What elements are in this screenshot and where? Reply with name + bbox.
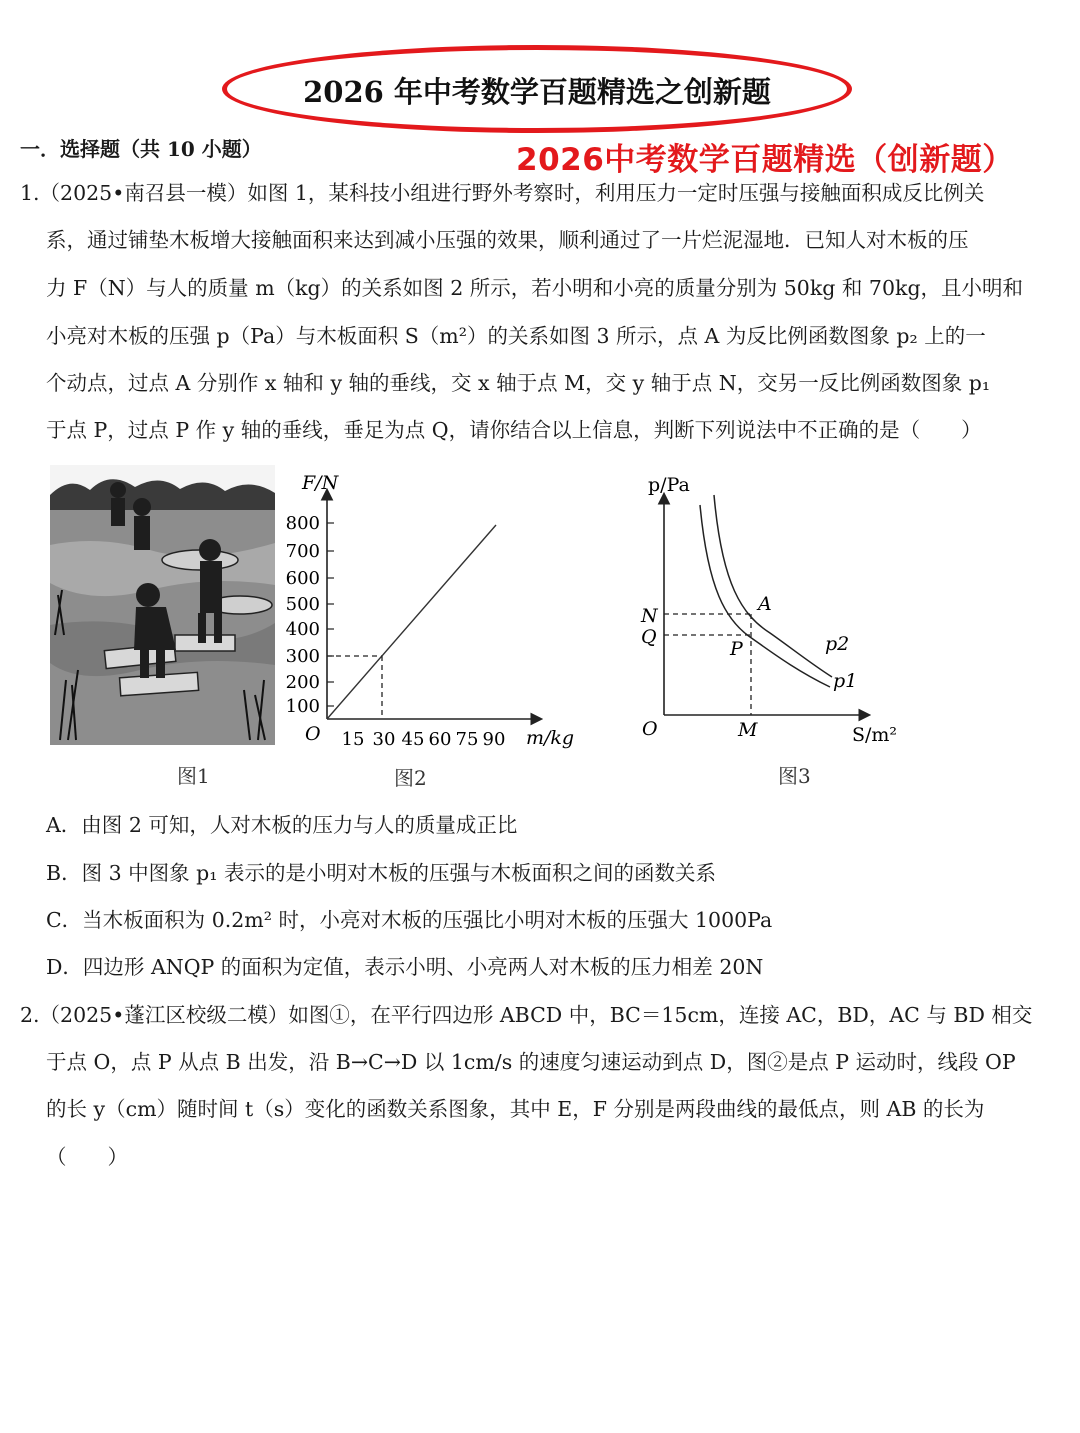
fig3-point-P: P: [730, 638, 743, 660]
fig2-origin: O: [305, 723, 321, 745]
fig3-point-M: M: [738, 719, 758, 741]
q1-line: 系，通过铺垫木板增大接触面积来达到减小压强的效果，顺利通过了一片烂泥湿地．已知人对木板的压: [46, 228, 969, 252]
q2-answer-blank: （ ）: [46, 1145, 128, 1169]
q1-line: 个动点，过点 A 分别作 x 轴和 y 轴的垂线，交 x 轴于点 M，交 y 轴于点 N，交另一反比例函数图象 p₁: [46, 371, 991, 395]
fig2-y-tick: 400: [285, 619, 320, 640]
q1-option-c[interactable]: C．当木板面积为 0.2m² 时，小亮对木板的压强比小明对木板的压强大 1000Pa: [46, 908, 773, 932]
fig3-x-label: S/m²: [852, 724, 898, 746]
fig2-y-tick: 200: [285, 672, 320, 693]
fig3-point-N: N: [641, 605, 658, 627]
fig2-x-label: m/kg: [526, 727, 575, 749]
figure-3-caption: 图3: [778, 764, 811, 788]
figure-1-illustration: [50, 465, 275, 745]
fig2-force-line: [327, 525, 496, 719]
fig3-curve-label-p1: p1: [833, 670, 858, 692]
q1-line: 力 F（N）与人的质量 m（kg）的关系如图 2 所示，若小明和小亮的质量分别为 50kg 和 70kg，且小明和: [46, 276, 1024, 300]
fig3-point-Q: Q: [641, 626, 657, 648]
section-heading: 一．选择题（共 10 小题）: [20, 137, 262, 161]
fig2-x-tick: 30: [372, 729, 396, 750]
fig2-x-tick: 75: [455, 729, 479, 750]
fig2-y-tick: 300: [285, 646, 320, 667]
fig3-y-label: p/Pa: [648, 474, 690, 496]
figure-2-graph: [285, 465, 590, 750]
figure-2-caption: 图2: [394, 766, 427, 790]
fig2-x-tick: 45: [401, 729, 425, 750]
figure-3-graph: [630, 465, 920, 750]
fig2-x-tick: 15: [341, 729, 365, 750]
q1-line: 小亮对木板的压强 p（Pa）与木板面积 S（m²）的关系如图 3 所示，点 A 为反比例函数图象 p₂ 上的一: [46, 324, 986, 348]
q2-line: 2.（2025•蓬江区校级二模）如图①，在平行四边形 ABCD 中，BC＝15cm，连接 AC，BD，AC 与 BD 相交: [20, 1003, 1033, 1027]
q2-line: 的长 y（cm）随时间 t（s）变化的函数关系图象，其中 E，F 分别是两段曲线的最低点，则 AB 的长为: [46, 1097, 985, 1121]
fig2-y-tick: 100: [285, 696, 320, 717]
q1-line: 1.（2025•南召县一模）如图 1，某科技小组进行野外考察时，利用压力一定时压强与接触面积成反比例关: [20, 181, 985, 205]
fig2-y-label: F/N: [302, 472, 339, 494]
q1-option-b[interactable]: B．图 3 中图象 p₁ 表示的是小明对木板的压强与木板面积之间的函数关系: [46, 861, 717, 885]
q1-option-d[interactable]: D．四边形 ANQP 的面积为定值，表示小明、小亮两人对木板的压力相差 20N: [46, 955, 764, 979]
fig2-x-tick: 90: [482, 729, 506, 750]
fig2-y-tick: 800: [285, 513, 320, 534]
q1-option-a[interactable]: A．由图 2 可知，人对木板的压力与人的质量成正比: [46, 813, 518, 837]
figure-1-caption: 图1: [177, 764, 210, 788]
document-title: 2026 年中考数学百题精选之创新题: [303, 75, 771, 109]
fig2-y-tick: 700: [285, 541, 320, 562]
fig3-origin: O: [642, 718, 658, 740]
q2-line: 于点 O，点 P 从点 B 出发，沿 B→C→D 以 1cm/s 的速度匀速运动到点 D，图②是点 P 运动时，线段 OP: [46, 1050, 1016, 1074]
fig2-x-tick: 60: [428, 729, 452, 750]
q1-line: 于点 P，过点 P 作 y 轴的垂线，垂足为点 Q，请你结合以上信息，判断下列说法中不正确的是（ ）: [46, 418, 982, 442]
red-banner-title: 2026中考数学百题精选（创新题）: [516, 142, 1014, 178]
fig2-y-tick: 500: [285, 594, 320, 615]
fig2-y-tick: 600: [285, 568, 320, 589]
fig3-curve-label-p2: p2: [825, 633, 850, 655]
fig3-point-A: A: [758, 593, 772, 615]
